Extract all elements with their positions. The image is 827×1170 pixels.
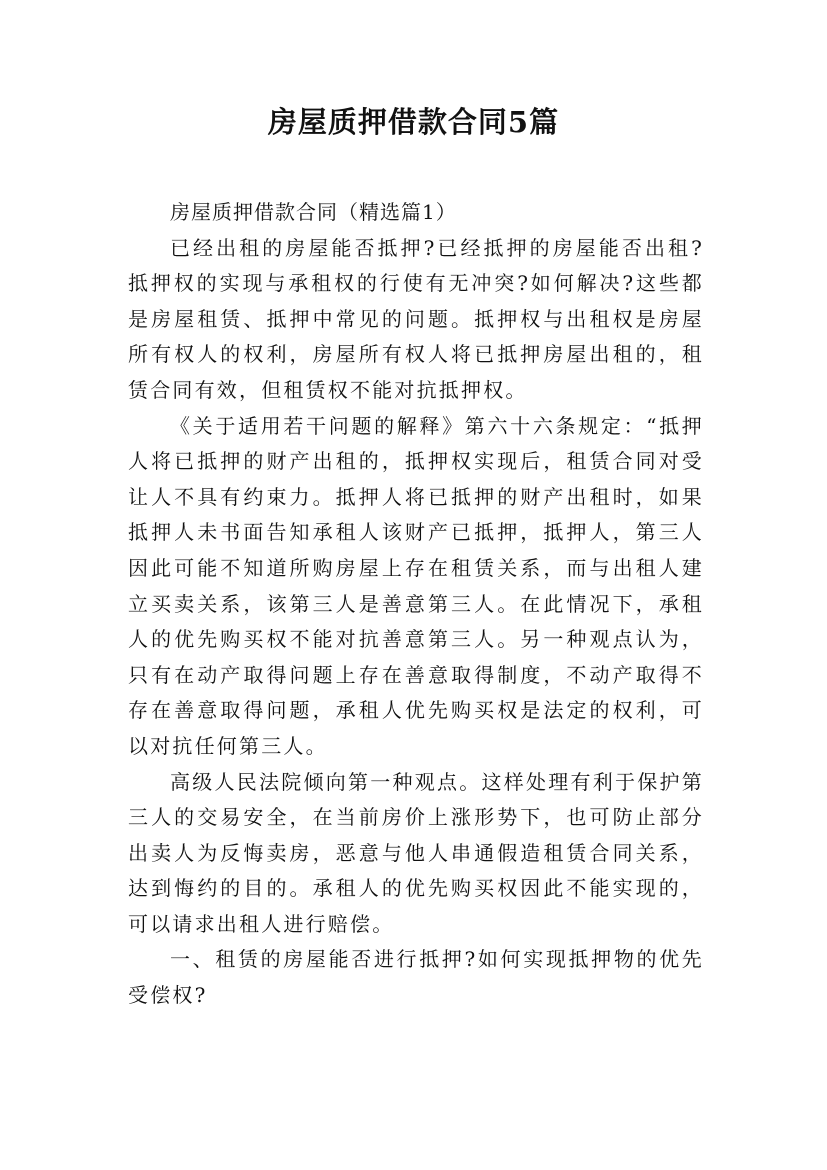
document-body	[128, 195, 704, 1014]
section-heading: 房屋质押借款合同（精选篇1）	[170, 200, 457, 224]
document-title: 房屋质押借款合同5篇	[267, 105, 560, 139]
paragraph-4: 一、租赁的房屋能否进行抵押?如何实现抵押物的优先受偿权?	[128, 947, 704, 1008]
paragraph-2: 《关于适用若干问题的解释》第六十六条规定：“抵押人将已抵押的财产出租的，抵押权实现后，租赁合同对受让人不具有约束力。抵押人将已抵押的财产出租时，如果抵押人未书面告知承租人该财产已抵押，抵押人，第三人因此可能不知道所购房屋上存在租赁关系，而与出租人建立买卖关系，该第三人是善意第三人。在此情况下，承租人的优先购买权不能对抗善意第三人。另一种观点认为，只有在动产取得问题上存在善意取得制度，不动产取得不存在善意取得问题，承租人优先购买权是法定的权利，可以对抗任何第三人。	[128, 413, 704, 758]
paragraph-1: 已经出租的房屋能否抵押?已经抵押的房屋能否出租?抵押权的实现与承租权的行使有无冲突?如何解决?这些都是房屋租赁、抵押中常见的问题。抵押权与出租权是房屋所有权人的权利，房屋所有权人将已抵押房屋出租的，租赁合同有效，但租赁权不能对抗抵押权。	[128, 235, 704, 402]
paragraph-3: 高级人民法院倾向第一种观点。这样处理有利于保护第三人的交易安全，在当前房价上涨形势下，也可防止部分出卖人为反悔卖房，恶意与他人串通假造租赁合同关系，达到悔约的目的。承租人的优先购买权因此不能实现的，可以请求出租人进行赔偿。	[128, 769, 704, 936]
